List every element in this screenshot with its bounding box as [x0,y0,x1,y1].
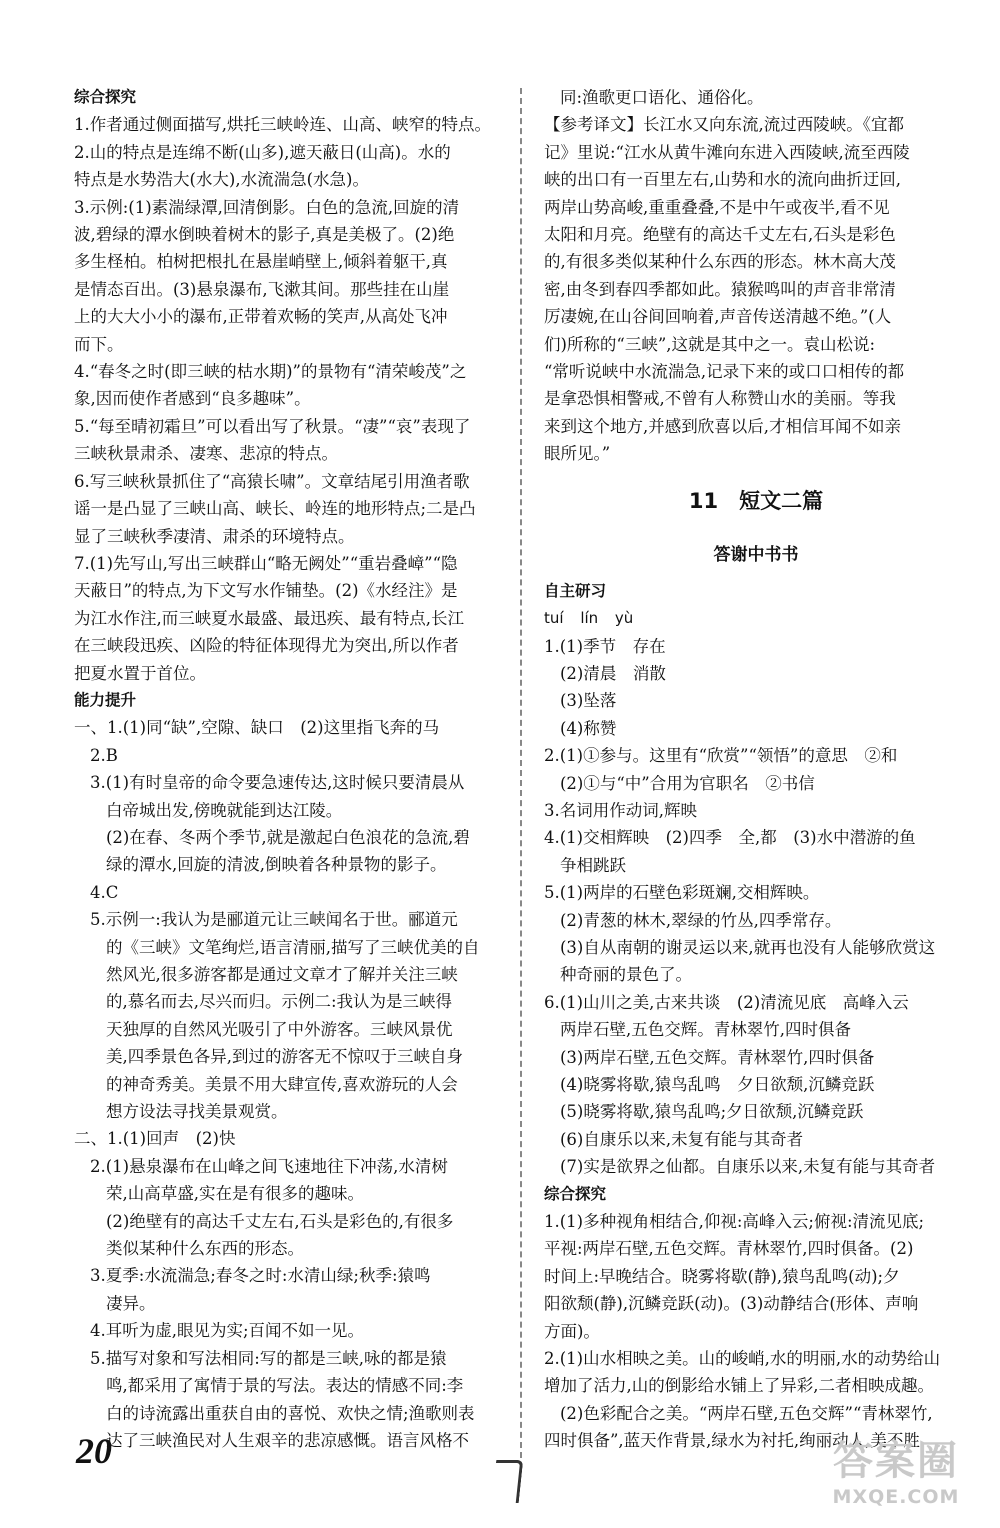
text-line: 2.山的特点是连绵不断(山多),遮天蔽日(山高)。水的 [74,142,451,162]
section-heading: 能力提升 [74,690,137,709]
text-line: 时间上:早晚结合。晓雾将歇(静),猿鸟乱鸣(动);夕 [544,1266,900,1286]
text-line: 一、1.(1)同“缺”,空隙、缺口 (2)这里指飞奔的马 [74,718,440,738]
text-line: 5.描写对象和写法相同:写的都是三峡,咏的都是猿 [90,1348,447,1368]
text-line: 二、1.(1)回声 (2)快 [74,1129,236,1149]
text-line: 在三峡段迅疾、凶险的特征体现得尤为突出,所以作者 [74,636,459,656]
text-line: 是拿恐惧相警戒,不曾有人称赞山水的美丽。等我 [544,389,896,409]
text-line: (4)称赞 [560,718,617,738]
text-line: 美,四季景色各异,到过的游客无不惊叹于三峡自身 [106,1047,463,1067]
text-line: 密,由冬到春四季都如此。猿猴鸣叫的声音非常清 [544,279,896,299]
text-line: (3)坠落 [560,691,617,711]
text-line: 记》里说:“江水从黄牛滩向东进入西陵峡,流至西陵 [544,142,910,162]
text-line: 来到这个地方,并感到欣喜以后,才相信耳闻不如亲 [544,416,901,436]
text-line: 谣一是凸显了三峡山高、峡长、岭连的地形特点;二是凸 [74,499,476,519]
text-line: (2)绝壁有的高达千丈左右,石头是彩色的,有很多 [106,1211,454,1231]
text-line: 特点是水势浩大(水大),水流湍急(水急)。 [74,170,369,190]
column-divider [520,88,522,1468]
text-line: 1.(1)季节 存在 [544,636,666,656]
text-line: 是情态百出。(3)悬泉瀑布,飞漱其间。那些挂在山崖 [74,279,450,299]
text-line: 显了三峡秋季凄清、肃杀的环境特点。 [74,526,355,546]
text-line: 波,碧绿的潭水倒映着树木的影子,真是美极了。(2)绝 [74,225,455,245]
text-line: 四时俱备”,蓝天作背景,绿水为衬托,绚丽动人,美不胜 [544,1431,920,1451]
text-line: 鸣,都采用了寓情于景的写法。表达的情感不同:李 [106,1376,464,1396]
text-line: (2)在春、冬两个季节,就是激起白色浪花的急流,碧 [106,827,470,847]
text-line: 5.(1)两岸的石壁色彩斑斓,交相辉映。 [544,883,820,903]
text-line: 4.C [90,882,119,902]
text-line: 种奇丽的景色了。 [560,965,692,985]
text-line: 平视:两岸石壁,五色交辉。青林翠竹,四时俱备。(2) [544,1239,914,1259]
text-line: 想方设法寻找美景观赏。 [106,1102,288,1122]
text-line: 1.作者通过侧面描写,烘托三峡岭连、山高、峡窄的特点。 [74,115,491,135]
text-line: 白的诗流露出重获自由的喜悦、欢快之情;渔歌则表 [106,1403,475,1423]
right-column [544,84,968,1455]
text-line: 3.示例:(1)素湍绿潭,回清倒影。白色的急流,回旋的清 [74,197,460,217]
section-heading: 综合探究 [74,88,137,106]
section-heading: 自主研习 [544,581,607,600]
text-line: 多生柽柏。柏树把根扎在悬崖峭壁上,倾斜着躯干,真 [74,252,448,272]
text-line: (2)①与“中”合用为官职名 ②书信 [560,773,815,793]
page-number: 20 [76,1431,112,1471]
text-line: 天独厚的自然风光吸引了中外游客。三峡风景优 [106,1019,453,1039]
text-line: tuí lín yù [544,609,634,628]
text-line: 天蔽日”的特点,为下文写水作铺垫。(2)《水经注》是 [74,581,458,601]
text-line: 6.(1)山川之美,古来共谈 (2)清流见底 高峰入云 [544,992,909,1012]
text-line: 的神奇秀美。美景不用大肆宣传,喜欢游玩的人会 [106,1074,458,1094]
text-line: 2.(1)悬泉瀑布在山峰之间飞速地往下冲荡,水清树 [90,1156,448,1176]
text-line: 达了三峡渔民对人生艰辛的悲凉感慨。语言风格不 [106,1430,469,1450]
text-line: 荣,山高草盛,实在是有很多的趣味。 [106,1184,364,1204]
watermark-logo [808,1438,984,1522]
text-line: (2)色彩配合之美。“两岸石壁,五色交辉”“青林翠竹, [560,1403,933,1423]
text-line: 同:渔歌更口语化、通俗化。 [560,88,764,107]
left-column [74,84,504,1454]
section-heading: 综合探究 [544,1184,607,1203]
text-line: 3.夏季:水流湍急;春冬之时:水清山绿;秋季:猿鸣 [90,1266,431,1286]
watermark-url: MXQE.COM [832,1486,960,1508]
text-line: (2)青葱的林木,翠绿的竹丛,四季常存。 [560,910,842,930]
text-line: (3)自从南朝的谢灵运以来,就再也没有人能够欣赏这 [560,937,936,957]
text-line: 的,慕名而去,尽兴而归。示例二:我认为是三峡得 [106,992,453,1012]
text-line: 类似某种什么东西的形态。 [106,1239,304,1259]
text-line: 两岸石壁,五色交辉。青林翠竹,四时俱备 [560,1020,851,1040]
text-line: 阳欲颓(静),沉鳞竞跃(动)。(3)动静结合(形体、声响 [544,1294,919,1314]
text-line: 三峡秋景肃杀、凄寒、悲凉的特点。 [74,444,338,464]
text-line: 们)所称的“三峡”,这就是其中之一。袁山松说: [544,334,876,354]
right-column-top [544,84,968,468]
scan-mark [492,1460,524,1503]
text-line: 眼所见。” [544,444,611,464]
text-line: 太阳和月亮。绝壁有的高达千丈左右,石头是彩色 [544,225,896,245]
text-line: 2.(1)山水相映之美。山的峻峭,水的明丽,水的动势给山 [544,1349,941,1369]
text-line: 5.示例一:我认为是郦道元让三峡闻名于世。郦道元 [90,910,458,930]
text-line: (5)晓雾将歇,猿鸟乱鸣;夕日欲颓,沉鳞竞跃 [560,1102,864,1122]
watermark-text: 答案圈 [833,1438,959,1484]
text-line: 的,有很多类似某种什么东西的形态。林木高大茂 [544,252,896,272]
text-line: 把夏水置于首位。 [74,663,206,683]
text-line: (3)两岸石壁,五色交辉。青林翠竹,四时俱备 [560,1047,875,1067]
text-line: 7.(1)先写山,写出三峡群山“略无阙处”“重岩叠嶂”“隐 [74,553,458,573]
text-line: 为江水作注,而三峡夏水最盛、最迅疾、最有特点,长江 [74,608,464,628]
lesson-title: 11 短文二篇 [688,488,824,513]
text-line: 方面)。 [544,1321,600,1341]
text-line: 1.(1)多种视角相结合,仰视:高峰入云;俯视:清流见底; [544,1212,925,1232]
text-line: 白帝城出发,傍晚就能到达江陵。 [106,800,343,820]
text-line: 峡的出口有一百里左右,山势和水的流向曲折迂回, [544,170,901,190]
text-line: 【参考译文】长江水又向东流,流过西陵峡。《宜都 [544,115,904,135]
text-line: 增加了活力,山的倒影给水铺上了异彩,二者相映成趣。 [544,1376,934,1396]
text-line: 3.(1)有时皇帝的命令要急速传达,这时候只要清晨从 [90,773,465,793]
text-line: 两岸山势高峻,重重叠叠,不是中午或夜半,看不见 [544,197,890,217]
right-column-bottom [544,578,968,1455]
text-line: 2.B [90,745,118,765]
text-line: 3.名词用作动词,辉映 [544,800,697,820]
text-line: 4.“春冬之时(即三峡的枯水期)”的景物有“清荣峻茂”之 [74,362,467,382]
text-line: 凄异。 [106,1293,156,1313]
text-line: 4.耳听为虚,眼见为实;百闻不如一见。 [90,1321,365,1341]
text-line: 象,因而使作者感到“良多趣味”。 [74,389,311,409]
text-line: (6)自康乐以来,未复有能与其奇者 [560,1129,804,1149]
text-line: 然风光,很多游客都是通过文章才了解并关注三峡 [106,965,458,984]
text-line: 争相跳跃 [560,855,626,875]
text-line: 而下。 [74,334,124,354]
text-line: (4)晓雾将歇,猿鸟乱鸣 夕日欲颓,沉鳞竞跃 [560,1075,875,1094]
text-line: (7)实是欲界之仙都。自康乐以来,未复有能与其奇者 [560,1157,936,1177]
text-line: 6.写三峡秋景抓住了“高猿长啸”。文章结尾引用渔者歌 [74,471,470,491]
text-line: 2.(1)①参与。这里有“欣赏”“领悟”的意思 ②和 [544,746,898,766]
section-title: 答谢中书书 [713,544,799,565]
text-line: “常听说峡中水流湍急,记录下来的或口口相传的都 [544,362,905,382]
text-line: 4.(1)交相辉映 (2)四季 全,都 (3)水中潜游的鱼 [544,828,916,848]
text-line: 的《三峡》文笔绚烂,语言清丽,描写了三峡优美的自 [106,937,480,957]
text-line: (2)清晨 消散 [560,663,666,683]
text-line: 5.“每至晴初霜旦”可以看出写了秋景。“凄”“哀”表现了 [74,416,471,436]
text-line: 厉凄婉,在山谷间回响着,声音传送清越不绝。”(人 [544,307,892,327]
text-line: 上的大大小小的瀑布,正带着欢畅的笑声,从高处飞冲 [74,307,448,327]
text-line: 绿的潭水,回旋的清波,倒映着各种景物的影子。 [106,855,447,875]
